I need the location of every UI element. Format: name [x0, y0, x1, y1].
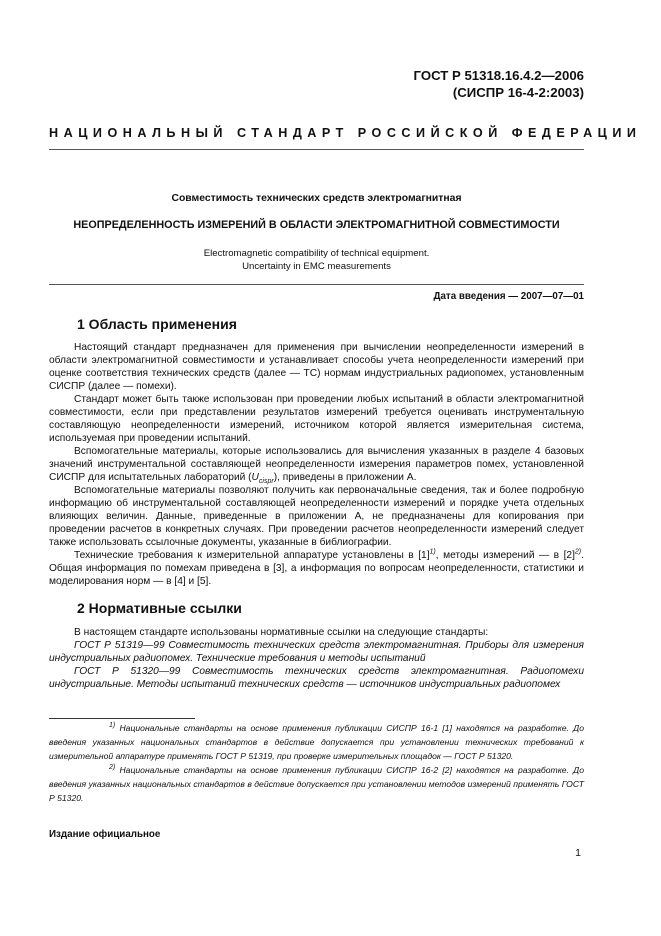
reference-item: ГОСТ Р 51320—99 Совместимость технических средств электромагнитная. Радиопомехи индустриальные. Методы испытаний технических средств — источников индустриальных радиопомех — [49, 666, 584, 690]
cispr-number: (СИСПР 16-4-2:2003) — [452, 85, 584, 100]
footnote-1: $^{1)}$ Национальные стандарты на основе применения публикации СИСПР 16-1 [1] находятся на разработке. До введения указанных национальных стандартов в действие допускается при установлении технических требований к измерительной аппаратуре применять ГОСТ Р 51319, при проверке измерительных площадок — ГОСТ Р 51320. — [49, 722, 584, 761]
footnote-2: $^{2)}$ Национальные стандарты на основе применения публикации СИСПР 16-2 [2] находятся на разработке. До введения указанных национальных стандартов в действие допускается при установлении методов измерений применять ГОСТ Р 51320. — [49, 764, 584, 803]
section-2-heading: 2 Нормативные ссылки — [77, 600, 242, 616]
paragraph: Технические требования к измерительной аппаратуре установлены в $[1]^{1)}$, методы измерений — в $[2]^{2)}$. Общая информация по помехам приведена в [3], а информация по вопросам неопределенности, статистики и моделирования норм — в [4] и [5]. — [49, 548, 584, 587]
english-title-line-2: Uncertainty in EMC measurements — [242, 261, 391, 272]
paragraph: Стандарт может быть также использован при проведении любых испытаний в области электромагнитной совместимости, если при представлении результатов измерений требуется оценивать инструментальную составляющую неопределенности измерений, источником которой является измерительная система, используемая при проведении испытаний. — [49, 394, 584, 444]
gost-number: ГОСТ Р 51318.16.4.2—2006 — [413, 68, 584, 83]
english-title-line-1: Electromagnetic compatibility of technical equipment. — [203, 248, 430, 259]
reference-item: ГОСТ Р 51319—99 Совместимость технических средств электромагнитная. Приборы для измерения индустриальных радиопомех. Технические требования и методы испытаний — [49, 640, 584, 664]
document-designation — [414, 67, 584, 101]
section-1-body — [49, 341, 584, 588]
paragraph: В настоящем стандарте использованы нормативные ссылки на следующие стандарты: — [74, 627, 489, 638]
footnotes — [49, 721, 584, 805]
official-edition-label: Издание официальное — [49, 829, 161, 840]
footnote-divider — [49, 718, 195, 719]
title-divider — [49, 284, 584, 285]
english-title — [49, 247, 584, 273]
paragraph: Настоящий стандарт предназначен для применения при вычислении неопределенности измерений в области электромагнитной совместимости и устанавливает способы учета неопределенности измерений при оценке соответствия технических средств (далее — ТС) нормам индустриальных радиопомех, установленным СИСПР (далее — помехи). — [49, 342, 584, 392]
standard-title: НЕОПРЕДЕЛЕННОСТЬ ИЗМЕРЕНИЙ В ОБЛАСТИ ЭЛЕКТРОМАГНИТНОЙ СОВМЕСТИМОСТИ — [73, 219, 560, 231]
national-standard-banner: НАЦИОНАЛЬНЫЙ СТАНДАРТ РОССИЙСКОЙ ФЕДЕРАЦИИ — [49, 126, 642, 140]
page-number: 1 — [575, 847, 581, 859]
paragraph: Вспомогательные материалы позволяют получить как первоначальные сведения, так и более подробную информацию об инструментальной составляющей неопределенности измерений и порядке учета отдельных влияющих величин. Данные, приведенные в приложении А, не предназначены для копирования при проведении расчетов в конкретных случаях. При проведении расчетов неопределенности измерений следует также использовать ссылочные документы, указанные в библиографии. — [49, 485, 584, 548]
section-1-heading: 1 Область применения — [77, 316, 237, 332]
section-2-body — [49, 626, 584, 691]
banner-divider — [49, 149, 584, 150]
introduction-date: Дата введения — 2007—07—01 — [433, 291, 584, 302]
standard-subtitle: Совместимость технических средств электромагнитная — [171, 193, 462, 204]
paragraph: Вспомогательные материалы, которые использовались для вычисления указанных в разделе 4 базовых значений инструментальной составляющей неопределенности измерения параметров помех, установленной СИСПР для испытательных лабораторий $(U_{cispr})$, приведены в приложении А. — [49, 446, 584, 486]
